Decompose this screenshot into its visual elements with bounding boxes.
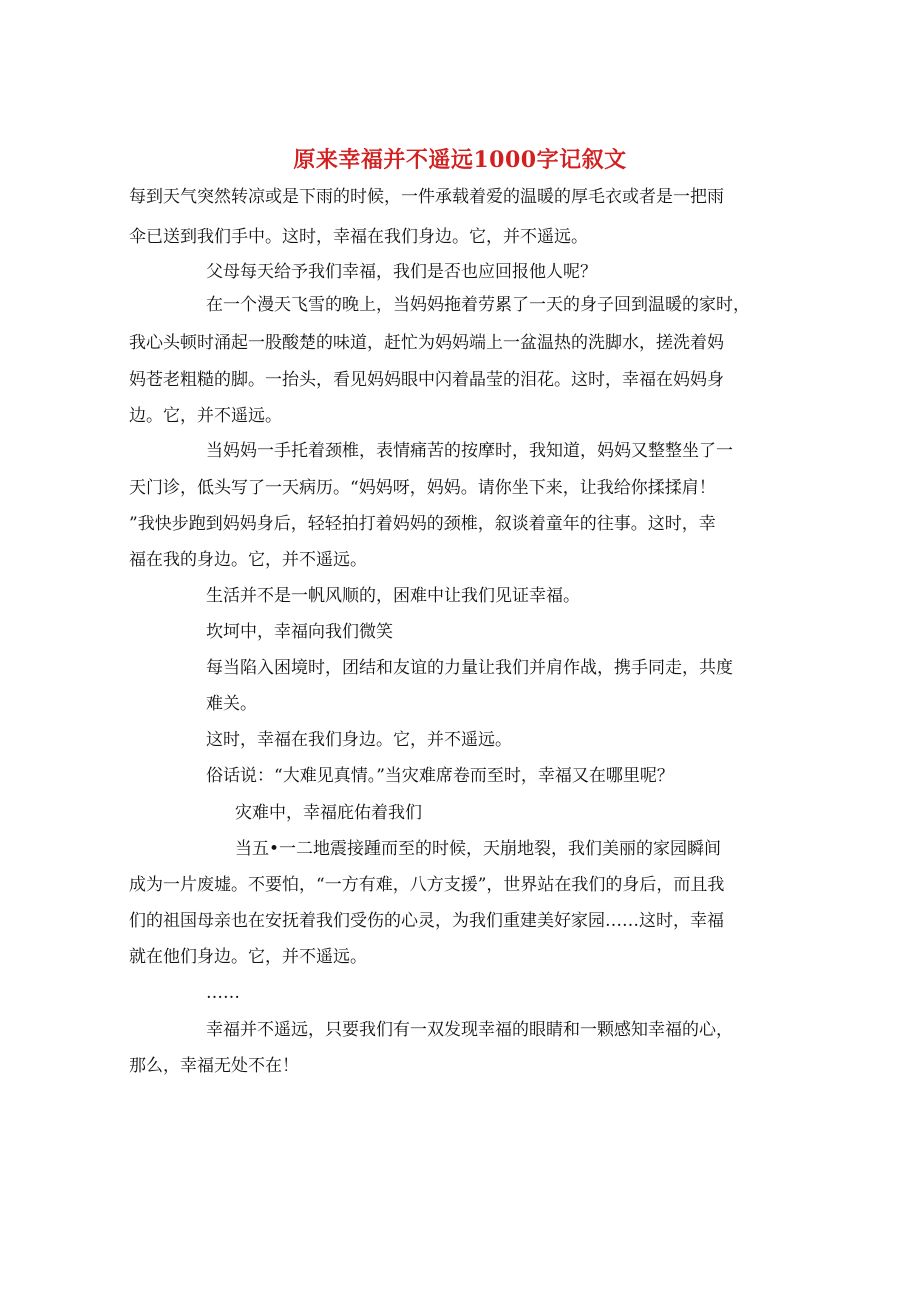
- paragraph-line: 伞已送到我们手中。这时，幸福在我们身边。它，并不遥远。: [129, 227, 588, 247]
- paragraph-line: 们的祖国母亲也在安抚着我们受伤的心灵，为我们重建美好家园……这时，幸福: [129, 911, 724, 931]
- paragraph-line: 生活并不是一帆风顺的，困难中让我们见证幸福。: [206, 586, 580, 606]
- paragraph-line: 成为一片废墟。不要怕，“一方有难，八方支援”，世界站在我们的身后，而且我: [129, 875, 725, 895]
- paragraph-line: 妈苍老粗糙的脚。一抬头，看见妈妈眼中闪着晶莹的泪花。这时，幸福在妈妈身: [129, 370, 724, 390]
- paragraph-line: 俗话说：“大难见真情。”当灾难席卷而至时，幸福又在哪里呢？: [206, 766, 674, 786]
- paragraph-line: ”我快步跑到妈妈身后，轻轻拍打着妈妈的颈椎，叙谈着童年的往事。这时，幸: [129, 514, 716, 534]
- paragraph-line: 边。它，并不遥远。: [129, 406, 282, 426]
- paragraph-line: 在一个漫天飞雪的晚上，当妈妈拖着劳累了一天的身子回到温暖的家时，: [206, 295, 750, 315]
- paragraph-line: 天门诊，低头写了一天病历。“妈妈呀，妈妈。请你坐下来，让我给你揉揉肩！: [129, 478, 716, 498]
- paragraph-line: 我心头顿时涌起一股酸楚的味道，赶忙为妈妈端上一盆温热的洗脚水，搓洗着妈: [129, 333, 724, 353]
- paragraph-line: ……: [206, 983, 240, 1003]
- paragraph-line: 幸福并不遥远，只要我们有一双发现幸福的眼睛和一颗感知幸福的心，: [206, 1020, 733, 1040]
- document-title: 原来幸福并不遥远1000字记叙文: [293, 147, 627, 173]
- paragraph-line: 灾难中，幸福庇佑着我们: [235, 803, 422, 823]
- paragraph-line: 福在我的身边。它，并不遥远。: [129, 550, 367, 570]
- paragraph-line: 当五•一二地震接踵而至的时候，天崩地裂，我们美丽的家园瞬间: [235, 839, 722, 859]
- paragraph-line: 难关。: [206, 694, 257, 714]
- paragraph-line: 父母每天给予我们幸福，我们是否也应回报他人呢？: [206, 262, 597, 282]
- paragraph-line: 每当陷入困境时，团结和友谊的力量让我们并肩作战，携手同走，共度: [206, 658, 733, 678]
- paragraph-line: 那么，幸福无处不在！: [129, 1056, 299, 1076]
- paragraph-line: 当妈妈一手托着颈椎，表情痛苦的按摩时，我知道，妈妈又整整坐了一: [206, 441, 733, 461]
- paragraph-line: 每到天气突然转凉或是下雨的时候，一件承载着爱的温暖的厚毛衣或者是一把雨: [129, 187, 724, 207]
- paragraph-line: 这时，幸福在我们身边。它，并不遥远。: [206, 730, 512, 750]
- paragraph-line: 坎坷中，幸福向我们微笑: [206, 622, 393, 642]
- paragraph-line: 就在他们身边。它，并不遥远。: [129, 947, 367, 967]
